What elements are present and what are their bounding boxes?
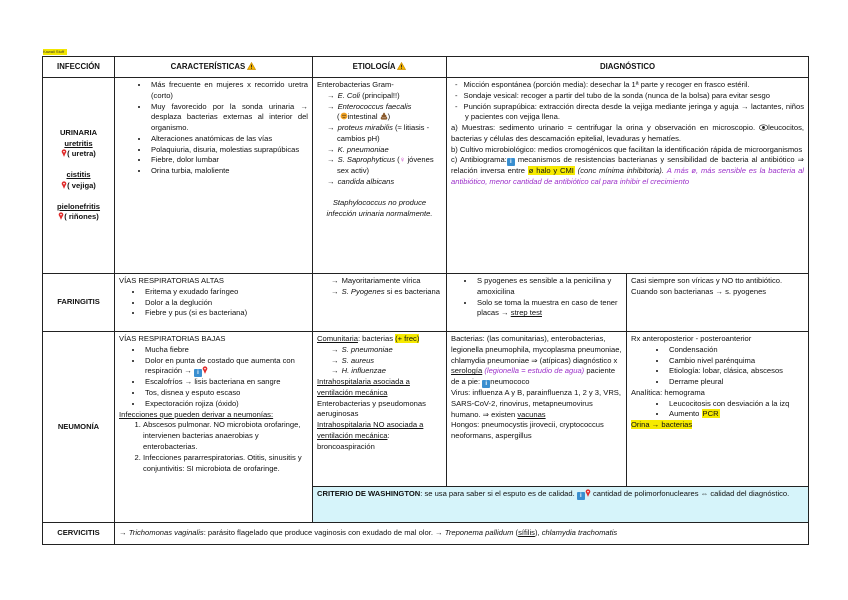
warning-icon <box>397 62 406 70</box>
list-item: 2. Infecciones pararrespiratorias. Otitis, sinusitis y conjuntivitis: SI microbiota de orofaringe. <box>143 453 308 475</box>
diag-antibiograma: c) Antibiograma: i mecanismos de resistencias bacterianas y sensibilidad de bacteria al antibiótico ⇒ relación inversa entre ø halo y CMI (conc mínima inhibitoria). A más ø, más sensible es la bacteria al antibiótico, menor cantidad de antibiótico cal para inhibir el crecimiento <box>451 155 805 187</box>
info-icon: i <box>194 369 202 377</box>
row-neumonia <box>43 332 809 487</box>
list-item: • S pyogenes es sensible a la penicilina y amoxicilina <box>475 276 622 298</box>
infection-table <box>42 56 809 545</box>
etio-comunitaria: Comunitaria: bacterias (+ frec) <box>317 334 420 343</box>
germ-icon <box>340 112 348 120</box>
header-diagnostico: DIAGNÓSTICO <box>447 57 809 78</box>
washington-cell: CRITERIO DE WASHINGTON: se usa para saber si el esputo es de calidad. i cantidad de polimorfonucleares ⇔ calidad del diagnóstico. <box>313 487 809 523</box>
header-infeccion: INFECCIÓN <box>43 57 115 78</box>
etio-intra-text: Enterobacterias y pseudomonas aeruginosas <box>317 398 426 419</box>
list-item: • Eritema y exudado faríngeo <box>143 287 308 298</box>
neumonia-name-cell: NEUMONÍA <box>43 332 115 523</box>
list-item: - Micción espontánea (porción media): desechar la 1ª parte y recoger en frasco estéril. <box>465 80 804 91</box>
list-item: • Aumento PCR <box>667 409 804 420</box>
faringitis-caracteristicas <box>115 274 313 332</box>
diag-virus: Virus: influenza A y B, parainfluenza 1, 2 y 3, VRS, SARS-CoV-2, rinovirus, metapneumovirus humano. ⇒ existen vacunas <box>451 388 621 419</box>
diag-muestras: a) Muestras: sedimento urinario = centrifugar la orina y observación en microscopio. leucocitos, bacterias y células des descamación epitelial, levaduras y hematíes. <box>451 123 805 143</box>
faringitis-diagnostico <box>447 274 627 332</box>
uretritis-location: ( uretra) <box>47 149 110 160</box>
list-item: • Alteraciones anatómicas de las vías <box>149 134 308 145</box>
header-row <box>43 57 809 78</box>
list-item: • Muy favorecido por la sonda urinaria → desplaza bacterias externas al interior del organismo. <box>149 102 308 134</box>
neumonia-etiologia <box>313 332 447 487</box>
list-item: → Mayoritariamente vírica <box>341 276 442 287</box>
header-etiologia: ETIOLOGÍA <box>313 57 447 78</box>
list-item: • Leucocitosis con desviación a la izq <box>667 399 804 410</box>
row-faringitis <box>43 274 809 332</box>
list-item: → H. influenzae <box>341 366 442 377</box>
list-item: • Solo se toma la muestra en caso de tener placas → strep test <box>475 298 622 320</box>
list-item: • Polaquiuria, disuria, molestias suprapúbicas <box>149 145 308 156</box>
warning-icon <box>247 62 256 70</box>
list-item: • Orina turbia, maloliente <box>149 166 308 177</box>
list-item: - Punción suprapúbica: extracción directa desde la vejiga mediante jeringa y aguja → lactantes, niños y pacientes con vejiga llena. <box>465 102 804 124</box>
poop-icon <box>380 112 388 120</box>
list-item: → S. Saprophyticus (♀ jóvenes sex activ) <box>337 155 442 177</box>
urinaria-caracteristicas <box>115 78 313 274</box>
pielonefritis-location: ( riñones) <box>47 212 110 223</box>
list-item: → E. Coli (principal!!) <box>337 91 442 102</box>
cistitis-label: cistitis <box>66 170 91 180</box>
list-item: → K. pneumoniae <box>337 145 442 156</box>
faringitis-name-cell: FARINGITIS <box>43 274 115 332</box>
list-item: • Escalofríos → lisis bacteriana en sangre <box>143 377 308 388</box>
cervicitis-content: → Trichomonas vaginalis: parásito flagelado que produce vaginosis con exudado de mal olor. → Treponema pallidum (sífilis), chlamydia trachomatis <box>115 523 809 545</box>
car-title: VÍAS RESPIRATORIAS ALTAS <box>119 276 224 285</box>
list-item: 1. Abscesos pulmonar. NO microbiota orofaringe, intervienen bacterias anaerobias y enterobacterias. <box>143 420 308 452</box>
list-item: • Derrame pleural <box>667 377 804 388</box>
list-item: • Expectoración rojiza (óxido) <box>143 399 308 410</box>
list-item: → S. aureus <box>341 356 442 367</box>
kawaii-tag: Kawaii Stuff <box>43 49 67 55</box>
info-icon: i <box>577 492 585 500</box>
faringitis-etiologia <box>313 274 447 332</box>
list-item: → candida albicans <box>337 177 442 188</box>
urinaria-title: URINARIA <box>59 127 98 137</box>
car-title: VÍAS RESPIRATORIAS BAJAS <box>119 334 226 343</box>
list-item: • Más frecuente en mujeres x recorrido uretra (corto) <box>149 80 308 102</box>
list-item: • Fiebre y pus (si es bacteriana) <box>143 308 308 319</box>
cistitis-location: ( vejiga) <box>47 181 110 192</box>
diag-hongos: Hongos: pneumocystis jirovecii, cryptococcus neoformans, aspergillus <box>451 420 604 441</box>
row-cervicitis <box>43 523 809 545</box>
list-item: • Tos, disnea y esputo escaso <box>143 388 308 399</box>
car-sub-title: Infecciones que pueden derivar a neumonías: <box>119 409 274 419</box>
faringitis-diag-right: Casi siempre son víricas y NO tto antibiótico. Cuando son bacterianas → s. pyogenes <box>627 274 809 332</box>
etio-nointra: Intrahospitalaria NO asociada a ventilación mecánica: broncoaspiración <box>317 420 424 451</box>
list-item: • Etiología: lobar, clásica, abscesos <box>667 366 804 377</box>
neumonia-diagnostico <box>447 332 627 487</box>
row-urinaria <box>43 78 809 274</box>
list-item: • Mucha fiebre <box>143 345 308 356</box>
diag-cultivo: b) Cultivo microbiológico: medios cromogénicos que facilitan la identificación rápida de microorganismos <box>451 144 803 154</box>
uretritis-label: uretritis <box>64 138 93 148</box>
list-item: → proteus mirabilis (≈ litiasis - cambios pH) <box>337 123 442 145</box>
diag-bacterias: Bacterias: (las comunitarias), enterobacterias, legionella pneumophila, mycoplasma pneumoniae, chlamydia pneumoniae ⇒ (atípicas) diagnóstico x serología (legionella = estudio de agua) paciente de a pie: i neumococo <box>451 334 622 388</box>
pin-icon <box>202 366 208 374</box>
list-item: • Fiebre, dolor lumbar <box>149 155 308 166</box>
urinaria-diagnostico <box>447 78 809 274</box>
washington-title: CRITERIO DE WASHINGTON <box>317 489 421 498</box>
list-item: • Dolor en punta de costado que aumenta con respiración → i <box>143 356 308 378</box>
right-title-analitica: Analítica: hemograma <box>631 387 705 397</box>
neumonia-diag-right <box>627 332 809 487</box>
list-item: - Sondaje vesical: recoger a partir del tubo de la sonda (nunca de la bolsa) para evitar sesgo <box>465 91 804 102</box>
etiologia-note: Staphylococcus no produce infección urinaria normalmente. <box>326 197 433 218</box>
etiologia-title: Enterobacterias Gram- <box>317 80 394 89</box>
etio-intra: Intrahospitalaria asociada a ventilación mecánica <box>317 377 410 397</box>
list-item: • Cambio nivel parénquima <box>667 356 804 367</box>
list-item: • Condensación <box>667 345 804 356</box>
pielonefritis-label: pielonefritis <box>56 201 101 211</box>
urinaria-name-cell <box>43 78 115 274</box>
neumonia-caracteristicas <box>115 332 313 523</box>
eye-icon <box>759 124 768 131</box>
right-title-rx: Rx anteroposterior - posteroanterior <box>631 334 752 343</box>
list-item: → S. Pyogenes si es bacteriana <box>341 287 442 298</box>
cervicitis-name-cell: CERVICITIS <box>43 523 115 545</box>
list-item: → Enterococcus faecalis ( intestinal ) <box>337 102 442 124</box>
header-caracteristicas: CARACTERÍSTICAS <box>115 57 313 78</box>
right-orina: Orina → bacterias <box>631 420 693 430</box>
urinaria-etiologia <box>313 78 447 274</box>
info-icon: i <box>507 158 515 166</box>
list-item: → S. pneumoniae <box>341 345 442 356</box>
list-item: • Dolor a la deglución <box>143 298 308 309</box>
female-icon: ♀ <box>399 155 406 165</box>
info-icon: i <box>482 380 490 388</box>
